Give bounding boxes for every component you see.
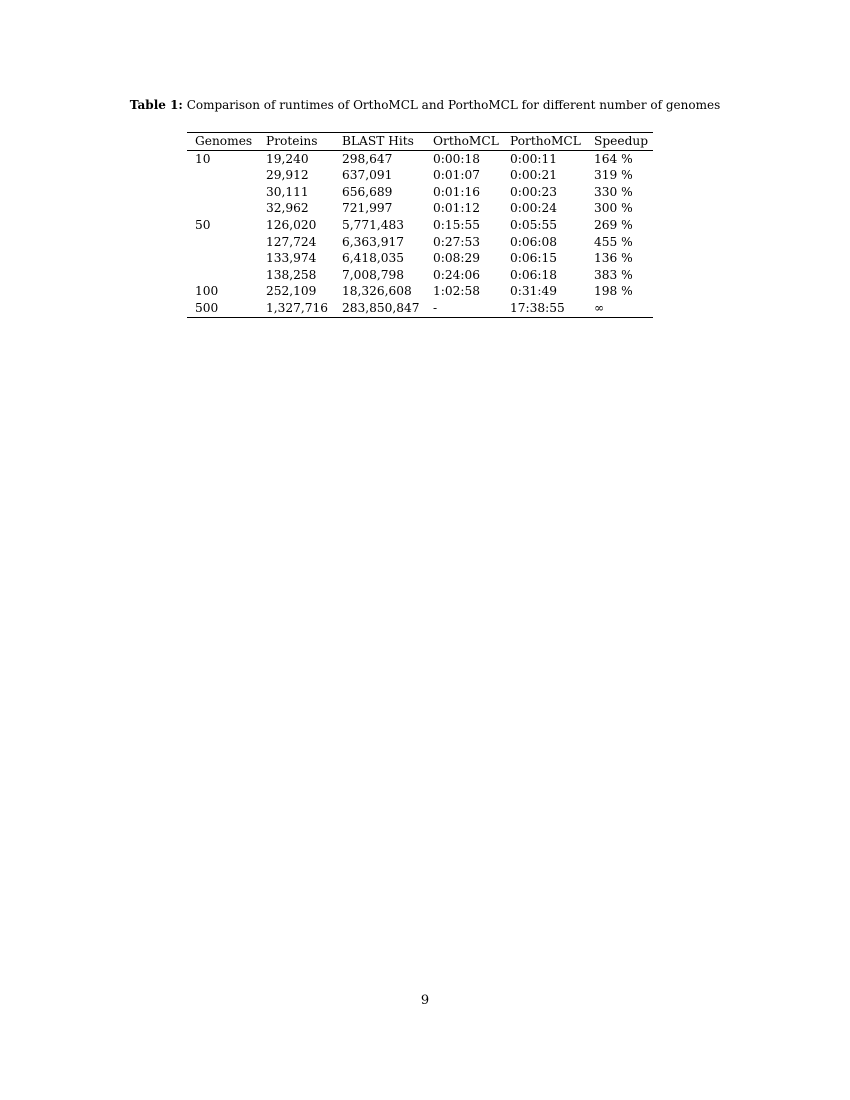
table-row: [187, 217, 653, 234]
speedup-cell: 164 %: [594, 151, 633, 166]
proteins-cell: 138,258: [266, 267, 317, 282]
header-proteins: Proteins: [258, 133, 334, 151]
genomes-cell: 100: [195, 284, 219, 299]
header-porthomcl: PorthoMCL: [502, 133, 586, 151]
proteins-cell: 29,912: [266, 168, 309, 183]
blast-hits-cell: 5,771,483: [342, 217, 405, 232]
speedup-cell: 455 %: [594, 234, 633, 249]
caption-label: Table 1:: [129, 98, 183, 112]
page-number: 9: [420, 993, 430, 1008]
orthomcl-cell: 0:08:29: [433, 251, 480, 266]
proteins-cell: 32,962: [266, 201, 309, 216]
proteins-cell: 252,109: [266, 284, 317, 299]
blast-hits-cell: 283,850,847: [342, 300, 420, 315]
blast-hits-cell: 18,326,608: [342, 284, 412, 299]
speedup-cell: 136 %: [594, 251, 633, 266]
porthomcl-cell: 0:00:11: [510, 151, 557, 166]
porthomcl-cell: 0:31:49: [510, 284, 557, 299]
speedup-cell: 319 %: [594, 168, 633, 183]
speedup-cell: 383 %: [594, 267, 633, 282]
blast-hits-cell: 656,689: [342, 184, 393, 199]
porthomcl-cell: 0:00:24: [510, 201, 557, 216]
speedup-cell: 198 %: [594, 284, 633, 299]
blast-hits-cell: 298,647: [342, 151, 393, 166]
table-caption: [0, 97, 850, 113]
proteins-cell: 1,327,716: [266, 300, 329, 315]
genomes-cell: [187, 184, 258, 201]
blast-hits-cell: 637,091: [342, 168, 393, 183]
header-genomes: Genomes: [187, 133, 258, 151]
caption-text: Comparison of runtimes of OrthoMCL and PorthoMCL for different number of genomes: [186, 98, 721, 112]
orthomcl-cell: 0:01:12: [433, 201, 480, 216]
proteins-cell: 19,240: [266, 151, 309, 166]
orthomcl-cell: 0:15:55: [433, 217, 480, 232]
genomes-cell: 50: [195, 217, 211, 232]
genomes-cell: [187, 267, 258, 284]
speedup-cell: 269 %: [594, 217, 633, 232]
table-row: [187, 250, 653, 267]
orthomcl-cell: 1:02:58: [433, 284, 480, 299]
blast-hits-cell: 7,008,798: [342, 267, 405, 282]
header-orthomcl: OrthoMCL: [425, 133, 502, 151]
table-row: [187, 184, 653, 201]
runtime-comparison-table: [187, 132, 653, 318]
genomes-cell: [187, 167, 258, 184]
table-header-row: [187, 133, 653, 151]
orthomcl-cell: 0:01:16: [433, 184, 480, 199]
table-body: [187, 150, 653, 317]
table-row: [187, 167, 653, 184]
genomes-cell: [187, 200, 258, 217]
orthomcl-cell: 0:00:18: [433, 151, 480, 166]
proteins-cell: 126,020: [266, 217, 317, 232]
proteins-cell: 133,974: [266, 251, 317, 266]
blast-hits-cell: 6,363,917: [342, 234, 405, 249]
porthomcl-cell: 17:38:55: [510, 300, 565, 315]
blast-hits-cell: 721,997: [342, 201, 393, 216]
blast-hits-cell: 6,418,035: [342, 251, 405, 266]
genomes-cell: [187, 250, 258, 267]
table-row: [187, 283, 653, 300]
header-speedup: Speedup: [586, 133, 653, 151]
speedup-cell: ∞: [594, 300, 605, 315]
porthomcl-cell: 0:06:15: [510, 251, 557, 266]
speedup-cell: 330 %: [594, 184, 633, 199]
table-row: [187, 200, 653, 217]
orthomcl-cell: 0:27:53: [433, 234, 480, 249]
genomes-cell: [187, 234, 258, 251]
porthomcl-cell: 0:00:21: [510, 168, 557, 183]
porthomcl-cell: 0:06:08: [510, 234, 557, 249]
table-row: [187, 267, 653, 284]
orthomcl-cell: 0:24:06: [433, 267, 480, 282]
porthomcl-cell: 0:00:23: [510, 184, 557, 199]
porthomcl-cell: 0:06:18: [510, 267, 557, 282]
header-blast-hits: BLAST Hits: [334, 133, 425, 151]
genomes-cell: 500: [195, 300, 219, 315]
orthomcl-cell: 0:01:07: [433, 168, 480, 183]
porthomcl-cell: 0:05:55: [510, 217, 557, 232]
table-row: [187, 300, 653, 317]
table-row: [187, 234, 653, 251]
proteins-cell: 30,111: [266, 184, 309, 199]
speedup-cell: 300 %: [594, 201, 633, 216]
orthomcl-cell: -: [433, 300, 438, 315]
proteins-cell: 127,724: [266, 234, 317, 249]
table-row: [187, 150, 653, 167]
genomes-cell: 10: [195, 151, 211, 166]
